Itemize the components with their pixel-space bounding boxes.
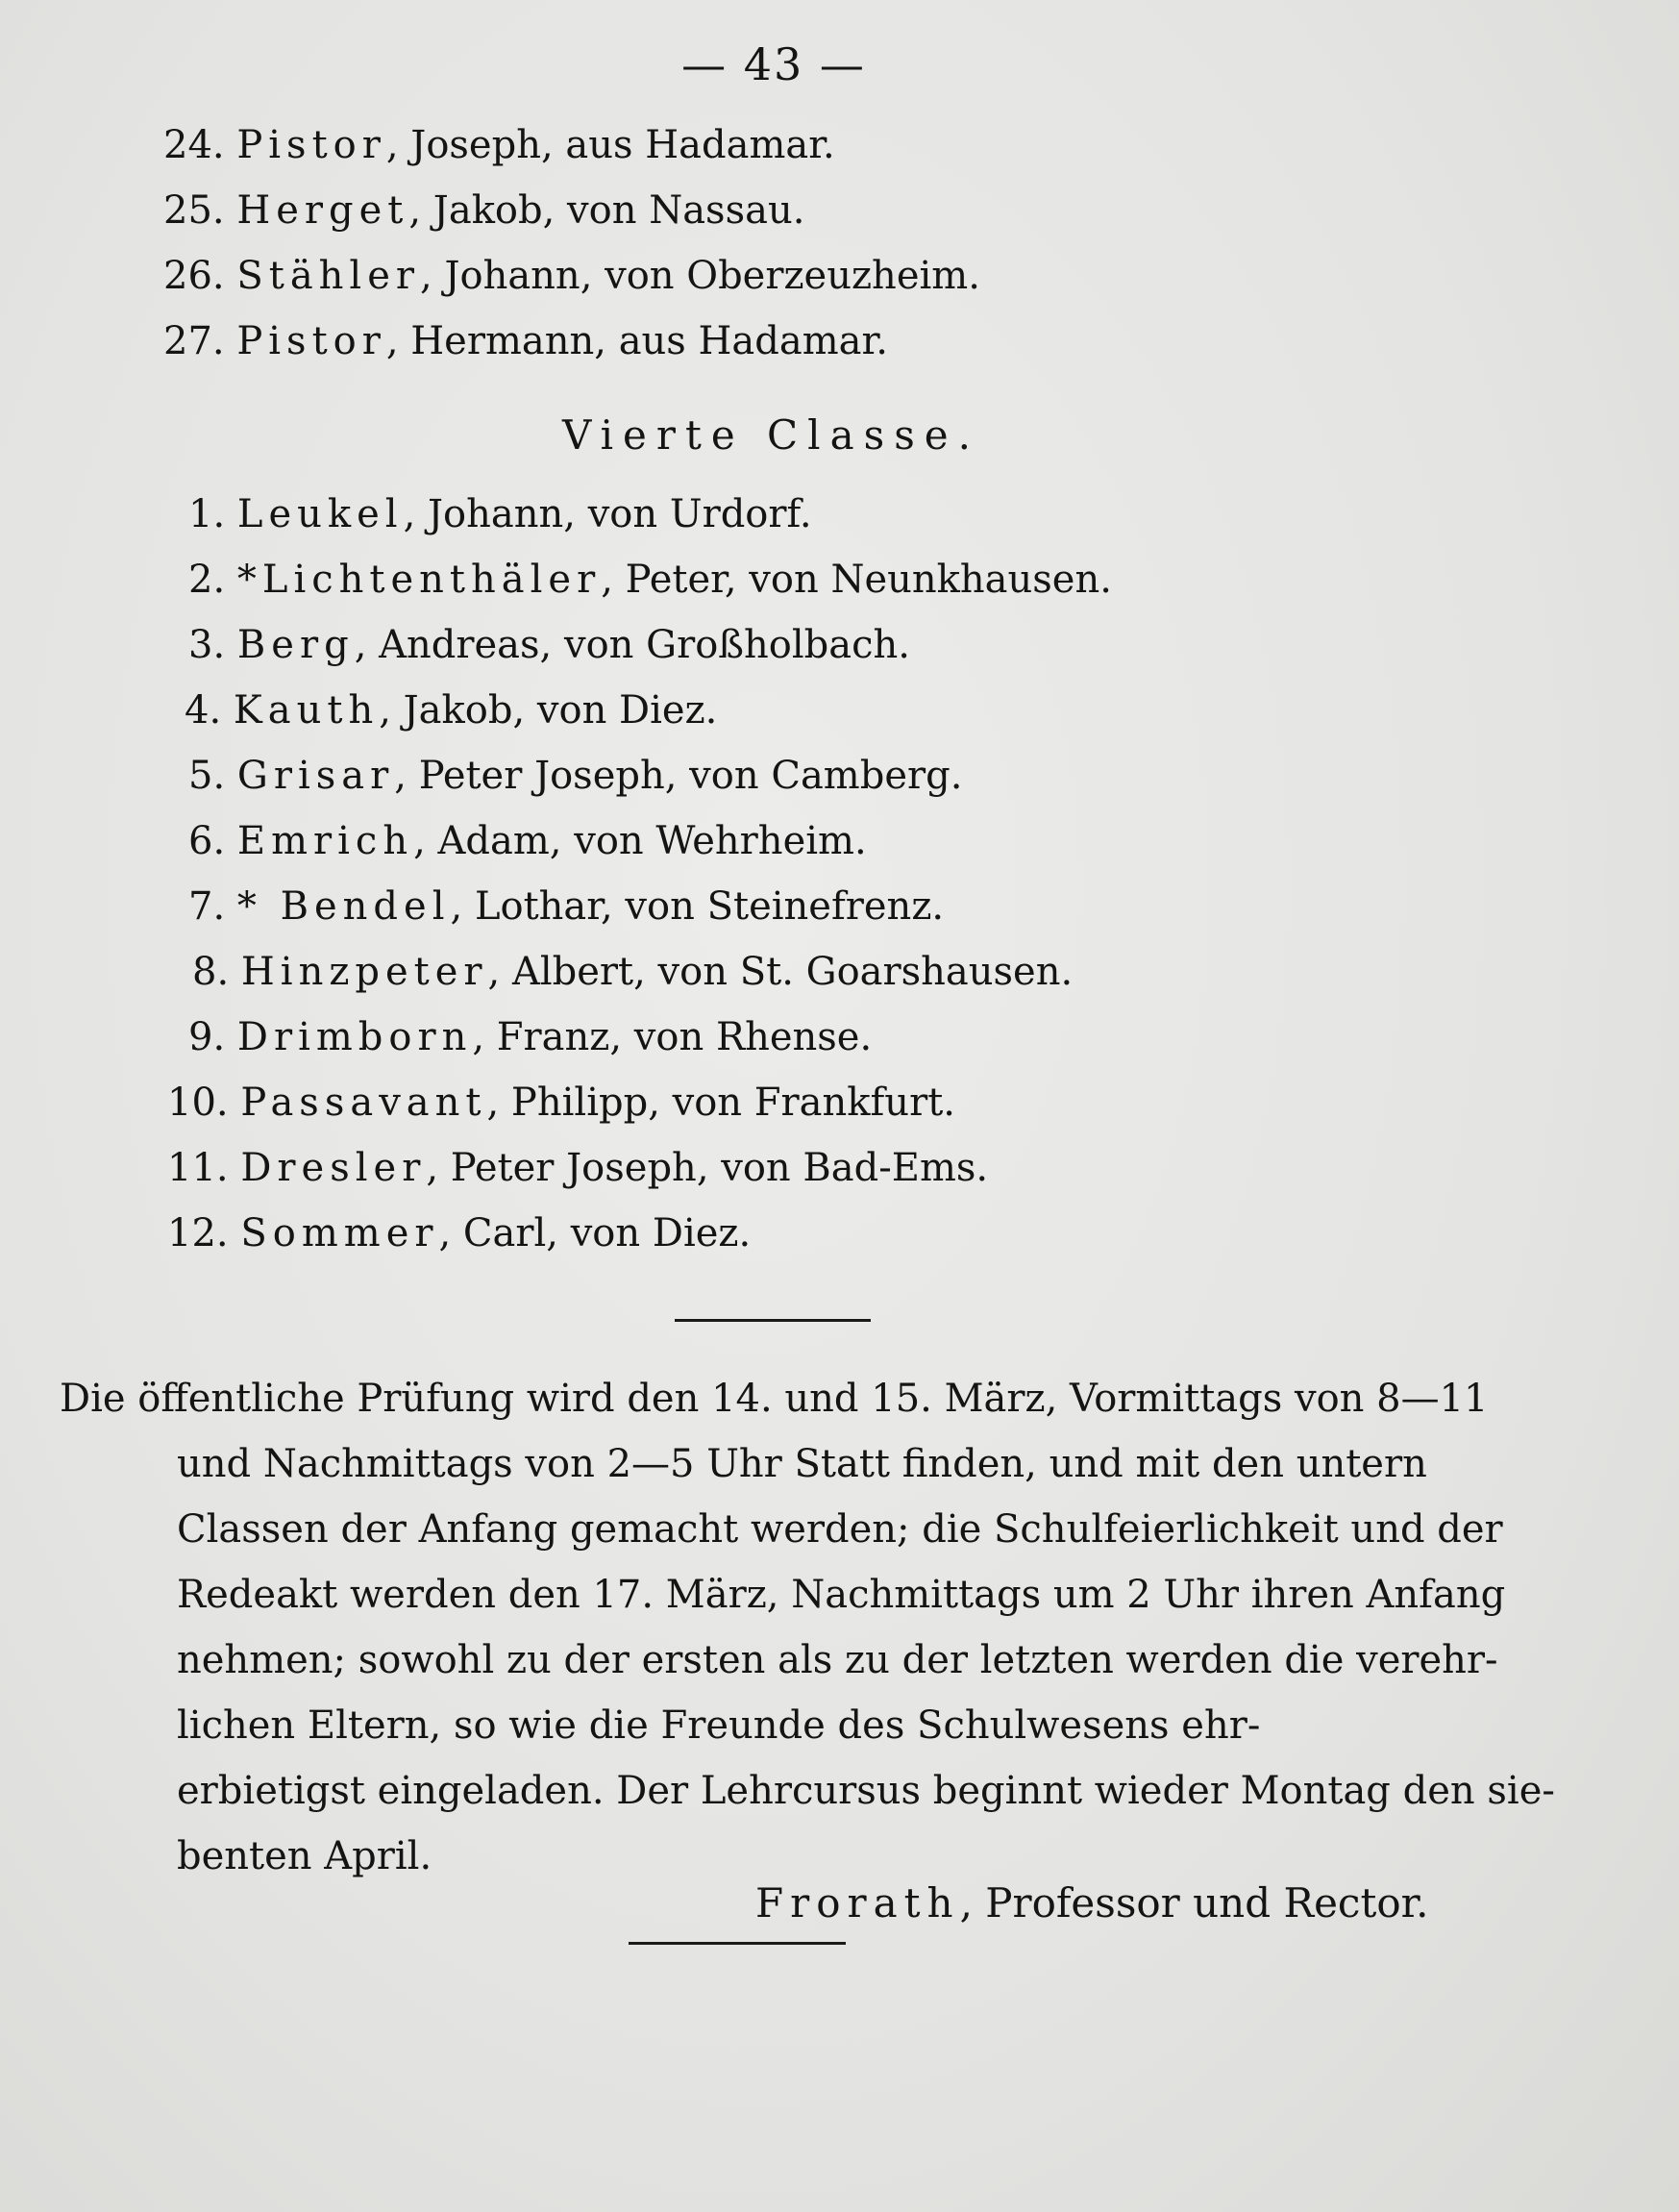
entry-surname: Berg <box>236 623 355 667</box>
entry-details: , Lothar, von Steinefrenz. <box>450 884 945 929</box>
entry-surname: Dresler <box>240 1146 427 1190</box>
entry-surname: Grisar <box>236 754 395 798</box>
signature-title: , Professor und Rector. <box>959 1879 1429 1926</box>
entry-details: , Jakob, von Diez. <box>379 688 718 733</box>
entry-surname: Leukel <box>236 492 404 536</box>
entry-number: 26. <box>163 254 225 298</box>
list-item <box>188 754 962 798</box>
page-number: — 43 — <box>681 38 866 90</box>
paragraph-line: Die öffentliche Prüfung wird den 14. und 15. März, Vormittags von 8—11 <box>60 1377 1489 1421</box>
entry-number: 12. <box>167 1211 229 1255</box>
list-item <box>188 819 867 863</box>
entry-number: 9. <box>188 1015 226 1059</box>
signature-name: Frorath <box>755 1879 960 1926</box>
section-heading: Vierte Classe. <box>562 411 980 459</box>
entry-details: , Philipp, von Frankfurt. <box>486 1081 955 1125</box>
entry-details: , Adam, von Wehrheim. <box>413 819 867 863</box>
paragraph-line: erbietigst eingeladen. Der Lehrcursus beginnt wieder Montag den sie- <box>177 1769 1555 1813</box>
list-item <box>167 1211 751 1255</box>
list-item <box>167 1146 988 1190</box>
entry-details: , Johann, von Urdorf. <box>403 492 812 536</box>
entry-number: 10. <box>167 1081 229 1125</box>
entry-number: 24. <box>163 123 225 167</box>
entry-details: , Peter Joseph, von Bad-Ems. <box>426 1146 989 1190</box>
entry-surname: Kauth <box>233 688 380 733</box>
entry-number: 4. <box>185 688 222 733</box>
entry-details: , Andreas, von Großholbach. <box>354 623 910 667</box>
entry-number: 25. <box>163 188 225 233</box>
paragraph-line: Redeakt werden den 17. März, Nachmittags um 2 Uhr ihren Anfang <box>177 1573 1506 1617</box>
entry-details: , Carl, von Diez. <box>438 1211 752 1255</box>
entry-number: 2. <box>188 558 226 602</box>
list-item <box>188 558 1112 602</box>
entry-details: , Hermann, aus Hadamar. <box>385 319 888 363</box>
entry-surname: Herget <box>236 188 409 233</box>
list-item <box>188 623 910 667</box>
entry-details: , Albert, von St. Goarshausen. <box>487 950 1074 994</box>
entry-surname: Stähler <box>236 254 421 298</box>
list-item <box>167 1081 955 1125</box>
entry-details: , Peter Joseph, von Camberg. <box>394 754 963 798</box>
entry-number: 27. <box>163 319 225 363</box>
entry-surname: * Bendel <box>236 884 451 929</box>
list-item <box>188 884 944 929</box>
paragraph-line: und Nachmittags von 2—5 Uhr Statt finden, und mit den untern <box>177 1442 1427 1486</box>
entry-details: , Johann, von Oberzeuzheim. <box>420 254 980 298</box>
list-item <box>192 950 1073 994</box>
section-divider <box>675 1319 871 1322</box>
list-item <box>163 254 980 298</box>
list-item <box>163 319 888 363</box>
entry-number: 1. <box>188 492 226 536</box>
paragraph-line: Classen der Anfang gemacht werden; die Schulfeierlichkeit und der <box>177 1507 1503 1552</box>
entry-number: 11. <box>167 1146 229 1190</box>
entry-surname: *Lichtenthäler <box>236 558 602 602</box>
signature <box>755 1879 1428 1926</box>
paragraph-line: nehmen; sowohl zu der ersten als zu der letzten werden die verehr- <box>177 1638 1498 1682</box>
entry-details: , Franz, von Rhense. <box>472 1015 873 1059</box>
list-item <box>163 123 835 167</box>
list-item <box>185 688 717 733</box>
entry-number: 5. <box>188 754 226 798</box>
entry-surname: Emrich <box>236 819 414 863</box>
entry-surname: Sommer <box>240 1211 439 1255</box>
entry-surname: Pistor <box>236 319 386 363</box>
closing-divider <box>629 1942 846 1945</box>
entry-number: 3. <box>188 623 226 667</box>
entry-surname: Hinzpeter <box>240 950 488 994</box>
entry-surname: Pistor <box>236 123 386 167</box>
entry-number: 6. <box>188 819 226 863</box>
entry-number: 8. <box>192 950 230 994</box>
entry-surname: Drimborn <box>236 1015 473 1059</box>
entry-number: 7. <box>188 884 226 929</box>
list-item <box>163 188 804 233</box>
entry-details: , Peter, von Neunkhausen. <box>601 558 1112 602</box>
paragraph-line: lichen Eltern, so wie die Freunde des Schulwesens ehr- <box>177 1703 1261 1748</box>
entry-surname: Passavant <box>240 1081 487 1125</box>
list-item <box>188 1015 872 1059</box>
entry-details: , Jakob, von Nassau. <box>408 188 805 233</box>
entry-details: , Joseph, aus Hadamar. <box>385 123 835 167</box>
paragraph-line: benten April. <box>177 1834 432 1878</box>
list-item <box>188 492 812 536</box>
